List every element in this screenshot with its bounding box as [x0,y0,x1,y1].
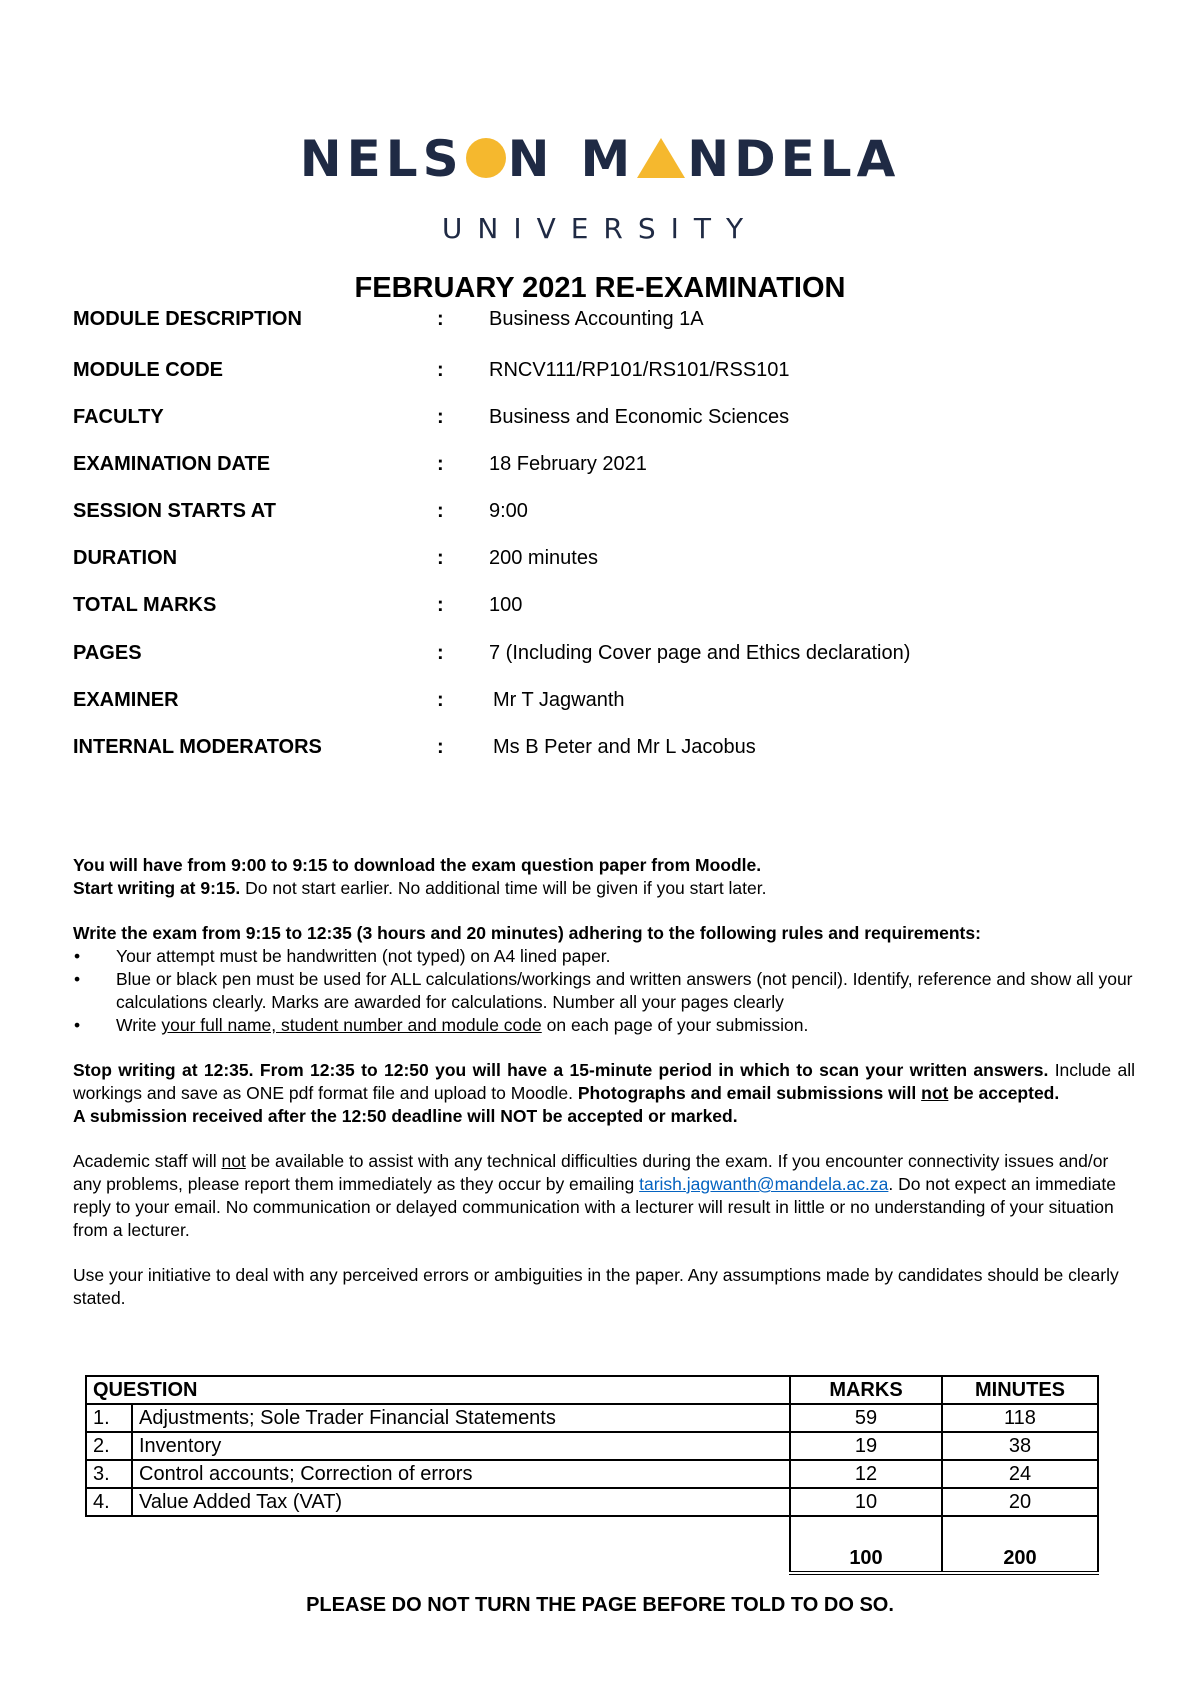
info-colon: : [437,308,444,330]
question-number: 4. [86,1488,132,1516]
bullet-text: Write [116,1015,162,1035]
download-text: You will have from 9:00 to 9:15 to download the exam question paper from Moodle. [73,855,762,875]
info-row-duration [73,547,1133,575]
logo-text-part: N [507,130,555,188]
info-row-internal-moderators [73,736,1133,764]
info-row-examination-date [73,453,1133,481]
info-colon: : [437,359,444,381]
info-row-module-code [73,359,1133,387]
rules-list [73,945,1135,1037]
question-number: 2. [86,1432,132,1460]
download-instruction [73,854,1135,877]
info-label: PAGES [73,642,142,664]
info-label: MODULE CODE [73,359,223,381]
question-minutes: 20 [942,1488,1098,1516]
info-row-examiner [73,689,1133,717]
bullet-icon: • [74,1015,81,1035]
stop-bold-text: Stop writing at 12:35. From 12:35 to 12:50 you will have a 15-minute period in which to scan your written answers. [73,1060,1049,1080]
start-bold-text: Start writing at 9:15. [73,878,241,898]
table-header-row [86,1376,1098,1404]
question-title: Control accounts; Correction of errors [132,1460,790,1488]
exam-title: FEBRUARY 2021 RE-EXAMINATION [354,272,846,304]
info-colon: : [437,736,444,758]
list-item [73,968,1135,1014]
logo-triangle-icon [637,138,685,178]
question-number: 1. [86,1404,132,1432]
stop-instruction [73,1059,1135,1105]
question-title: Value Added Tax (VAT) [132,1488,790,1516]
question-number: 3. [86,1460,132,1488]
info-colon: : [437,500,444,522]
info-label: MODULE DESCRIPTION [73,308,302,330]
info-colon: : [437,689,444,711]
table-row [86,1488,1098,1516]
question-marks: 12 [790,1460,942,1488]
logo-text-part: M [580,130,636,188]
rules-heading [73,922,1135,945]
table-row [86,1432,1098,1460]
table-header-marks: MARKS [790,1376,942,1404]
info-label: SESSION STARTS AT [73,500,276,522]
question-title: Adjustments; Sole Trader Financial Statements [132,1404,790,1432]
info-row-faculty [73,406,1133,434]
table-total-row [86,1516,1098,1573]
info-label: DURATION [73,547,178,569]
email-link[interactable]: tarish.jagwanth@mandela.ac.za [639,1174,889,1194]
staff-text: be available to assist with any technical difficulties during the exam. If you encounter connectivity issues and/or any problems, please report them immediately as they occur by emailing [73,1151,1109,1194]
info-colon: : [437,453,444,475]
bullet-text: Blue or black pen must be used for ALL calculations/workings and written answers (not pencil). Identify, reference and show all your calculations clearly. Marks are awarded for calculations. Number all your pages clearly [116,969,1133,1012]
info-value: Business Accounting 1A [489,308,704,330]
info-label: TOTAL MARKS [73,594,217,616]
instructions [73,854,1135,1310]
start-instruction [73,877,1135,900]
list-item [73,945,1135,968]
question-minutes: 118 [942,1404,1098,1432]
bullet-text: on each page of your submission. [541,1015,809,1035]
info-colon: : [437,547,444,569]
rules-heading-text: Write the exam from 9:15 to 12:35 (3 hours and 20 minutes) adhering to the following rules and requirements: [73,923,981,943]
info-value: Ms B Peter and Mr L Jacobus [493,736,756,758]
info-value: 100 [489,594,523,616]
late-text: A submission received after the 12:50 deadline will NOT be accepted or marked. [73,1106,738,1126]
footer-notice: PLEASE DO NOT TURN THE PAGE BEFORE TOLD TO DO SO. [306,1594,894,1616]
late-instruction [73,1105,1135,1128]
info-value: Mr T Jagwanth [493,689,625,711]
info-colon: : [437,594,444,616]
info-label: INTERNAL MODERATORS [73,736,322,758]
question-title: Inventory [132,1432,790,1460]
staff-notice [73,1150,1135,1242]
total-marks: 100 [790,1516,942,1573]
question-minutes: 38 [942,1432,1098,1460]
photo-bold-text: be accepted. [948,1083,1060,1103]
info-value: Business and Economic Sciences [489,406,790,428]
question-table [85,1375,1099,1575]
info-row-module-description [73,308,1133,336]
table-header-minutes: MINUTES [942,1376,1098,1404]
question-marks: 19 [790,1432,942,1460]
staff-text: . Do not expect an immediate reply to your email. No communication or delayed communication with a lecturer will result in little or no understanding of your situation from a lecturer. [73,1174,1117,1240]
staff-not-text: not [221,1151,246,1171]
info-row-pages [73,642,1133,670]
bullet-text: Your attempt must be handwritten (not typed) on A4 lined paper. [116,946,611,966]
logo-university-text: UNIVERSITY [441,212,759,245]
info-row-session-starts [73,500,1133,528]
info-label: FACULTY [73,406,164,428]
info-value: 9:00 [489,500,528,522]
initiative-notice: Use your initiative to deal with any perceived errors or ambiguities in the paper. Any assumptions made by candidates should be clearly stated. [73,1265,1119,1308]
photo-not-text: not [921,1083,949,1103]
photo-bold-text: Photographs and email submissions will [577,1083,922,1103]
info-label: EXAMINATION DATE [73,453,271,475]
question-marks: 59 [790,1404,942,1432]
staff-text: Academic staff will [73,1151,222,1171]
info-label: EXAMINER [73,689,179,711]
bullet-icon: • [74,946,81,966]
table-row [86,1404,1098,1432]
university-logo [0,130,1200,188]
bullet-underlined-text: your full name, student number and module code [161,1015,542,1035]
question-marks: 10 [790,1488,942,1516]
info-value: 18 February 2021 [489,453,647,475]
info-colon: : [437,406,444,428]
question-minutes: 24 [942,1460,1098,1488]
table-header-question: QUESTION [86,1376,790,1404]
total-minutes: 200 [942,1516,1098,1573]
info-value: 7 (Including Cover page and Ethics declaration) [489,642,911,664]
info-value: 200 minutes [489,547,598,569]
logo-text-part: NDELA [687,130,901,188]
logo-circle-icon [466,138,506,178]
list-item [73,1014,1135,1037]
table-row [86,1460,1098,1488]
stop-rest-text: Include all workings and save as ONE pdf format file and upload to Moodle. [73,1060,1136,1103]
bullet-icon: • [74,969,81,989]
info-value: RNCV111/RP101/RS101/RSS101 [489,359,790,381]
info-row-total-marks [73,594,1133,622]
info-colon: : [437,642,444,664]
logo-text-part: NELS [299,130,464,188]
start-rest-text: Do not start earlier. No additional time will be given if you start later. [240,878,767,898]
